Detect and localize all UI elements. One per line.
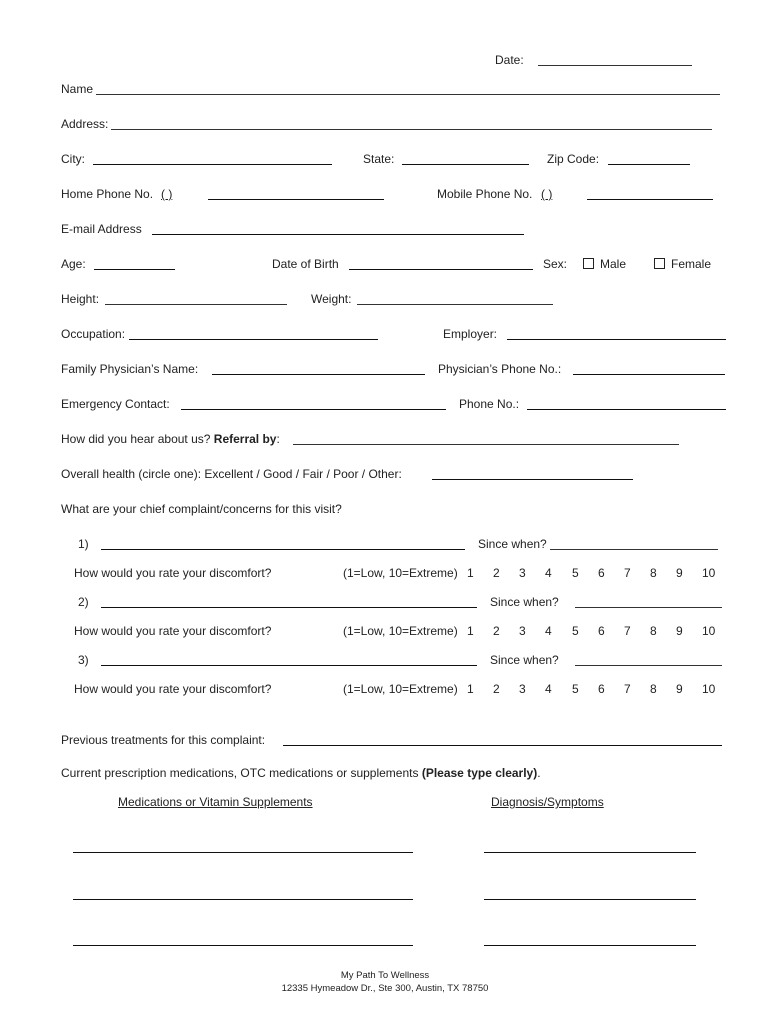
complaint-field-3[interactable] (101, 665, 477, 666)
rating-option-1-4[interactable]: 4 (545, 566, 552, 580)
rating-option-1-8[interactable]: 8 (650, 566, 657, 580)
medications-period: . (537, 766, 541, 780)
rating-option-2-1[interactable]: 1 (467, 624, 474, 638)
diagnosis-line-1[interactable] (484, 852, 696, 853)
male-label: Male (600, 257, 627, 271)
sex-label: Sex: (543, 257, 568, 271)
medications-emphasis: (Please type clearly) (421, 766, 538, 780)
hear-label: How did you hear about us? (61, 432, 211, 446)
since-when-field-1[interactable] (550, 549, 718, 550)
emergency-phone-field[interactable] (527, 409, 726, 410)
complaint-field-2[interactable] (101, 607, 477, 608)
medication-line-2[interactable] (73, 899, 413, 900)
complaint-number-2: 2) (78, 595, 89, 609)
rating-question-2: How would you rate your discomfort? (74, 624, 272, 638)
rating-option-3-5[interactable]: 5 (572, 682, 579, 696)
rating-option-3-8[interactable]: 8 (650, 682, 657, 696)
rating-option-2-5[interactable]: 5 (572, 624, 579, 638)
address-field[interactable] (111, 129, 712, 130)
mobile-phone-field[interactable] (587, 199, 713, 200)
address-label: Address: (61, 117, 109, 131)
age-field[interactable] (94, 269, 175, 270)
referral-label: Referral by (213, 432, 277, 446)
rating-option-3-2[interactable]: 2 (493, 682, 500, 696)
city-label: City: (61, 152, 85, 166)
rating-question-3: How would you rate your discomfort? (74, 682, 272, 696)
emergency-phone-label: Phone No.: (459, 397, 520, 411)
diagnosis-line-3[interactable] (484, 945, 696, 946)
weight-label: Weight: (311, 292, 352, 306)
rating-scale-label-1: (1=Low, 10=Extreme) (343, 566, 458, 580)
employer-label: Employer: (443, 327, 498, 341)
medications-instruction (61, 766, 541, 780)
medication-line-3[interactable] (73, 945, 413, 946)
emergency-contact-field[interactable] (181, 409, 446, 410)
rating-scale-label-3: (1=Low, 10=Extreme) (343, 682, 458, 696)
rating-option-3-10[interactable]: 10 (702, 682, 716, 696)
height-field[interactable] (105, 304, 287, 305)
referral-field[interactable] (293, 444, 679, 445)
home-phone-field[interactable] (208, 199, 384, 200)
previous-treatments-label: Previous treatments for this complaint: (61, 733, 266, 747)
rating-option-1-6[interactable]: 6 (598, 566, 605, 580)
since-when-label-3: Since when? (490, 653, 559, 667)
since-when-field-3[interactable] (575, 665, 722, 666)
rating-option-1-3[interactable]: 3 (519, 566, 526, 580)
name-field[interactable] (96, 94, 720, 95)
referral-colon: : (276, 432, 280, 446)
rating-scale-label-2: (1=Low, 10=Extreme) (343, 624, 458, 638)
since-when-label-2: Since when? (490, 595, 559, 609)
mobile-phone-area-code[interactable]: ( ) (541, 187, 553, 201)
medications-text: Current prescription medications, OTC medications or supplements (61, 766, 419, 780)
footer-address: 12335 Hymeadow Dr., Ste 300, Austin, TX 78750 (281, 983, 489, 994)
overall-health-other-field[interactable] (432, 479, 633, 480)
complaint-number-1: 1) (78, 537, 89, 551)
footer-name: My Path To Wellness (340, 970, 430, 981)
date-field[interactable] (538, 65, 692, 66)
female-label: Female (671, 257, 712, 271)
rating-option-2-10[interactable]: 10 (702, 624, 716, 638)
physician-name-field[interactable] (212, 374, 425, 375)
date-label: Date: (495, 53, 524, 67)
medications-column-header: Medications or Vitamin Supplements (118, 795, 313, 809)
medication-line-1[interactable] (73, 852, 413, 853)
rating-option-2-2[interactable]: 2 (493, 624, 500, 638)
name-label: Name (61, 82, 94, 96)
occupation-label: Occupation: (61, 327, 126, 341)
email-label: E-mail Address (61, 222, 142, 236)
rating-option-3-7[interactable]: 7 (624, 682, 631, 696)
rating-option-3-6[interactable]: 6 (598, 682, 605, 696)
rating-question-1: How would you rate your discomfort? (74, 566, 272, 580)
overall-health-label: Overall health (circle one): Excellent / Good / Fair / Poor / Other: (61, 467, 402, 481)
zip-field[interactable] (608, 164, 690, 165)
rating-option-3-9[interactable]: 9 (676, 682, 683, 696)
physician-name-label: Family Physician’s Name: (61, 362, 199, 376)
rating-option-1-9[interactable]: 9 (676, 566, 683, 580)
home-phone-label: Home Phone No. (61, 187, 154, 201)
diagnosis-line-2[interactable] (484, 899, 696, 900)
age-label: Age: (61, 257, 86, 271)
physician-phone-field[interactable] (573, 374, 725, 375)
since-when-label-1: Since when? (478, 537, 547, 551)
complaint-field-1[interactable] (101, 549, 465, 550)
rating-option-2-3[interactable]: 3 (519, 624, 526, 638)
chief-complaint-question: What are your chief complaint/concerns for this visit? (61, 502, 342, 516)
employer-field[interactable] (507, 339, 726, 340)
state-field[interactable] (402, 164, 529, 165)
rating-option-2-4[interactable]: 4 (545, 624, 552, 638)
physician-phone-label: Physician’s Phone No.: (438, 362, 562, 376)
diagnosis-column-header: Diagnosis/Symptoms (491, 795, 604, 809)
rating-option-3-3[interactable]: 3 (519, 682, 526, 696)
occupation-field[interactable] (129, 339, 378, 340)
email-field[interactable] (152, 234, 524, 235)
rating-option-1-7[interactable]: 7 (624, 566, 631, 580)
previous-treatments-field[interactable] (283, 745, 722, 746)
height-label: Height: (61, 292, 100, 306)
rating-option-2-7[interactable]: 7 (624, 624, 631, 638)
rating-option-2-6[interactable]: 6 (598, 624, 605, 638)
rating-option-1-2[interactable]: 2 (493, 566, 500, 580)
rating-option-2-9[interactable]: 9 (676, 624, 683, 638)
zip-label: Zip Code: (547, 152, 600, 166)
rating-option-1-5[interactable]: 5 (572, 566, 579, 580)
rating-option-2-8[interactable]: 8 (650, 624, 657, 638)
mobile-phone-label: Mobile Phone No. (437, 187, 533, 201)
rating-option-3-1[interactable]: 1 (467, 682, 474, 696)
since-when-field-2[interactable] (575, 607, 722, 608)
dob-field[interactable] (349, 269, 533, 270)
referral-question (61, 432, 280, 446)
rating-option-1-10[interactable]: 10 (702, 566, 716, 580)
male-checkbox[interactable] (583, 258, 594, 269)
emergency-contact-label: Emergency Contact: (61, 397, 170, 411)
dob-label: Date of Birth (272, 257, 339, 271)
weight-field[interactable] (357, 304, 553, 305)
rating-option-1-1[interactable]: 1 (467, 566, 474, 580)
complaint-number-3: 3) (78, 653, 89, 667)
home-phone-area-code[interactable]: ( ) (161, 187, 173, 201)
city-field[interactable] (93, 164, 332, 165)
female-checkbox[interactable] (654, 258, 665, 269)
state-label: State: (363, 152, 395, 166)
rating-option-3-4[interactable]: 4 (545, 682, 552, 696)
